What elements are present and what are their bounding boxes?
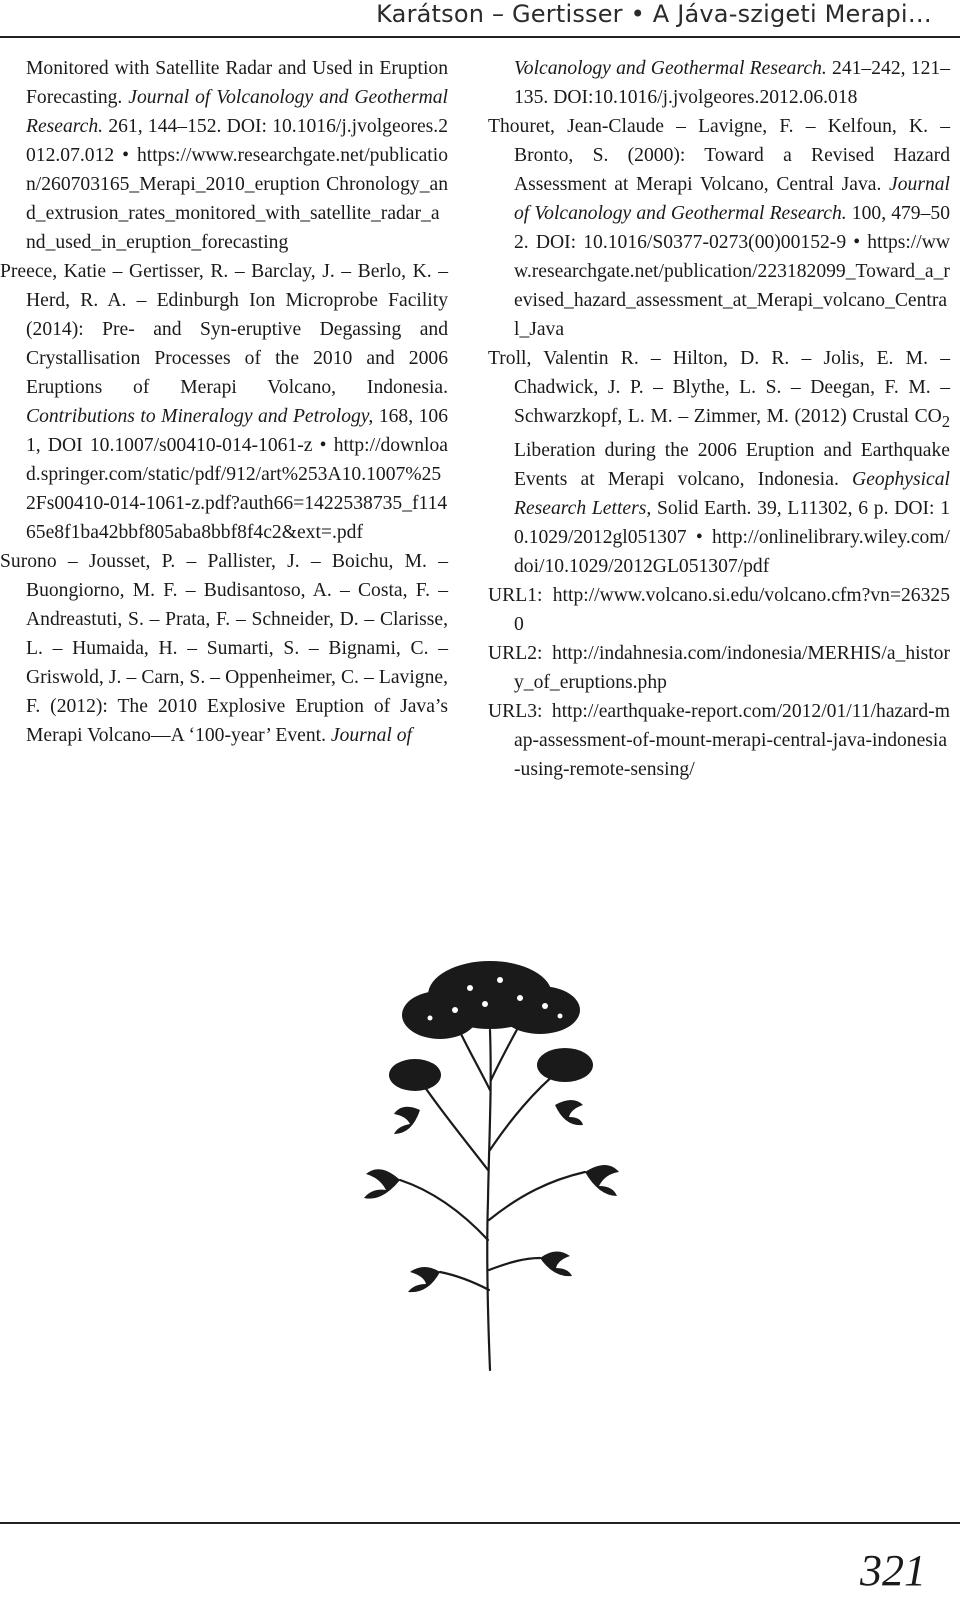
reference-journal: Volcanology and Geothermal Research.: [514, 58, 827, 79]
reference-column-left: [0, 54, 448, 750]
reference-text: Thouret, Jean-Claude – Lavigne, F. – Kelfoun, K. – Bronto, S. (2000): Toward a Revised Hazard Assessment at Merapi Volcano, Central Java.: [488, 116, 950, 195]
reference-entry: [488, 112, 950, 344]
reference-tail: 261, 144–152. DOI: 10.1016/j.jvolgeores.2012.07.012 • https://www.researchgate.net/publication/260703165_Merapi_2010_eruption Chronology_and_extrusion_rates_monitored_with_satellite_radar_and_used_in_eruption_forecasting: [26, 116, 448, 253]
url-reference: URL1: http://www.volcano.si.edu/volcano.cfm?vn=263250: [488, 584, 950, 635]
reference-tail: 168, 1061, DOI 10.1007/s00410-014-1061-z • http://download.springer.com/static/pdf/912/art%253A10.1007%252Fs00410-014-1061-z.pdf?auth66=1422538735_f11465e8f1ba42bbf805aba8bbf8f4c2&ext=.pdf: [26, 406, 449, 543]
reference-text: Troll, Valentin R. – Hilton, D. R. – Jolis, E. M. – Chadwick, J. P. – Blythe, L. S. – Deegan, F. M. – Schwarzkopf, L. M. – Zimmer, M. (2012) Crustal CO: [488, 348, 950, 427]
reference-text: Monitored with Satellite Radar and Used in Eruption Forecasting.: [26, 58, 448, 108]
reference-entry: [0, 54, 448, 257]
reference-journal: Journal of: [330, 725, 412, 746]
reference-entry: [0, 547, 448, 750]
reference-text-continued: Liberation during the 2006 Eruption and Earthquake Events at Merapi volcano, Indonesia.: [514, 439, 950, 490]
url-reference: URL3: http://earthquake-report.com/2012/01/11/hazard-map-assessment-of-mount-merapi-central-java-indonesia-using-remote-sensing/: [488, 700, 950, 780]
running-head: Karátson – Gertisser • A Jáva-szigeti Merapi…: [376, 0, 932, 28]
reference-text: Surono – Jousset, P. – Pallister, J. – Boichu, M. – Buongiorno, M. F. – Budisantoso, A. – Costa, F. – Andreastuti, S. – Prata, F. – Schneider, D. – Clarisse, L. – Humaida, H. – Sumarti, S. – Bignami, C. – Griswold, J. – Carn, S. – Oppenheimer, C. – Lavigne, F. (2012): The 2010 Explosive Eruption of Java’s Merapi Volcano—A ‘100-year’ Event.: [0, 551, 448, 746]
url-reference: URL2: http://indahnesia.com/indonesia/MERHIS/a_history_of_eruptions.php: [488, 642, 950, 693]
reference-text: Preece, Katie – Gertisser, R. – Barclay, J. – Berlo, K. – Herd, R. A. – Edinburgh Ion Microprobe Facility (2014): Pre- and Syn-eruptive Degassing and Crystallisation Processes of the 2010 and 2006 Eruptions of Merapi Volcano, Indonesia.: [0, 261, 448, 398]
reference-tail: Solid Earth. 39, L11302, 6 p. DOI: 10.1029/2012gl051307 • http://onlinelibrary.wiley.com/doi/10.1029/2012GL051307/pdf: [514, 497, 950, 577]
reference-entry: [488, 639, 950, 697]
plant-illustration-icon: [360, 940, 620, 1380]
reference-entry: [0, 257, 448, 547]
reference-journal: Journal of Volcanology and Geothermal Research.: [514, 174, 950, 224]
top-rule: [0, 36, 960, 38]
reference-journal: Contributions to Mineralogy and Petrology,: [26, 406, 374, 427]
reference-entry: [488, 581, 950, 639]
reference-tail: 241–242, 121–135. DOI:10.1016/j.jvolgeores.2012.06.018: [514, 58, 950, 108]
reference-tail: 100, 479–502. DOI: 10.1016/S0377-0273(00)00152-9 • https://www.researchgate.net/publication/223182099_Toward_a_revised_hazard_assessment_at_Merapi_volcano_Central_Java: [514, 203, 950, 340]
reference-entry: [488, 697, 950, 784]
subscript: 2: [941, 411, 950, 431]
reference-journal: Geophysical Research Letters,: [514, 468, 950, 519]
reference-column-right: [488, 54, 950, 784]
reference-entry: [488, 344, 950, 581]
reference-entry: [488, 54, 950, 112]
page-number: 321: [860, 1546, 926, 1595]
bottom-rule: [0, 1522, 960, 1524]
reference-journal: Journal of Volcanology and Geothermal Research.: [26, 87, 448, 137]
